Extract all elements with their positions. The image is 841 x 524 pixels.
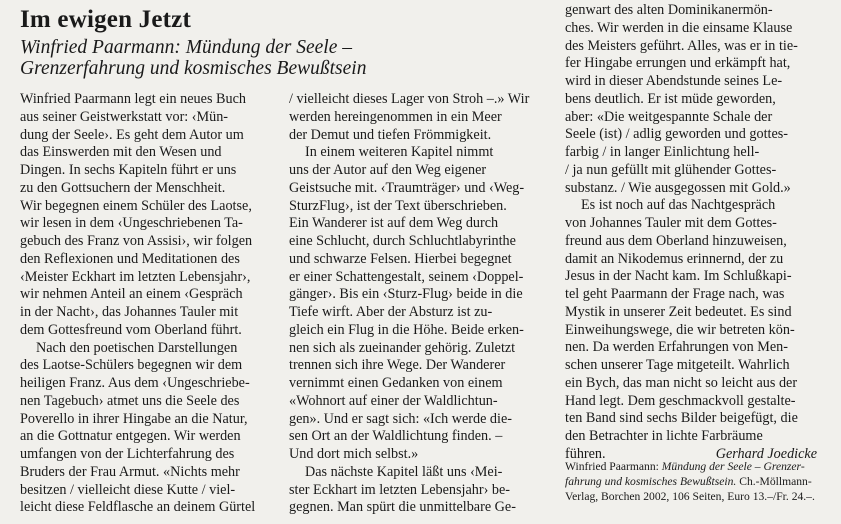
text-line: freund aus dem Oberland hinzuweisen, bbox=[565, 232, 787, 249]
text-line: wir lesen in dem ‹Ungeschriebenen Ta- bbox=[20, 215, 243, 232]
text-line: wir nehmen Anteil an einem ‹Gespräch bbox=[20, 286, 243, 303]
article-column-3 bbox=[565, 2, 827, 464]
text-line: in der Nacht›, das Johannes Tauler mit bbox=[20, 304, 239, 320]
subtitle-line: Grenzerfahrung und kosmisches Bewußtsein bbox=[20, 58, 367, 79]
text-line: Nach den poetischen Darstellungen bbox=[36, 339, 238, 356]
text-line: nen. Da werden Erfahrungen von Men- bbox=[565, 339, 788, 356]
text-line: bens deutlich. Er ist müde geworden, bbox=[565, 90, 776, 107]
text-line: uns der Autor auf den Weg eigener bbox=[289, 162, 487, 178]
text-line: gänger›. Bis ein ‹Sturz-Flug› beide in die bbox=[289, 286, 523, 303]
article-column-2 bbox=[289, 91, 546, 517]
text-line: aus seiner Geistwerkstatt vor: ‹Mün- bbox=[20, 108, 229, 125]
text-line: schen unserer Tage mitgeteilt. Wahrlich bbox=[565, 357, 790, 373]
text-line: tel geht Paarmann der Frage nach, was bbox=[565, 286, 785, 302]
text-line: / vielleicht dieses Lager von Stroh –.» Wir bbox=[289, 91, 530, 107]
text-line: zu den Gottsuchern der Menschheit. bbox=[20, 179, 226, 196]
paragraph bbox=[20, 340, 276, 518]
text-line: der Demut und tiefen Frömmigkeit. bbox=[289, 126, 492, 143]
text-line: nen sich als zueinander gehörig. Zuletzt bbox=[289, 339, 516, 356]
text-line: Jesus in der Nacht kam. Im Schlußkapi- bbox=[565, 268, 792, 285]
article-title: Im ewigen Jetzt bbox=[20, 6, 191, 33]
text-line: des Meisters geführt. Alles, was er in tie- bbox=[565, 37, 798, 54]
article-column-1 bbox=[20, 91, 276, 517]
text-line: den Betrachter in lichte Farbräume bbox=[565, 428, 763, 444]
text-line: ster Eckhart im letzten Lebensjahr› be- bbox=[289, 481, 510, 498]
text-line: Und dort mich selbst.» bbox=[289, 446, 419, 462]
biblio-line: Verlag, Borchen 2002, 106 Seiten, Euro 13.–/Fr. 24.–. bbox=[565, 490, 815, 503]
text-line: Winfried Paarmann legt ein neues Buch bbox=[20, 91, 246, 107]
text-line: wird in dieser Abendstunde seines Le- bbox=[565, 73, 783, 89]
text-line: Seele (ist) / adlig geworden und gottes- bbox=[565, 126, 789, 143]
text-line: dung der Seele›. Es geht dem Autor um bbox=[20, 126, 244, 143]
text-line: ten Band sind sechs Bilder beigefügt, die bbox=[565, 410, 798, 427]
text-line: gen». Und er sagt sich: «Ich werde die- bbox=[289, 410, 512, 427]
text-line: farbig / in langer Einlichtung hell- bbox=[565, 144, 760, 160]
biblio-publisher: Ch.-Möllmann- bbox=[736, 475, 812, 488]
text-line: gegnen. Man spürt die unmittelbare Ge- bbox=[289, 499, 516, 516]
text-line: aber: «Die weitgespannte Schale der bbox=[565, 108, 773, 125]
paragraph bbox=[289, 91, 546, 144]
text-line: Dingen. In sechs Kapiteln führt er uns bbox=[20, 162, 237, 178]
text-line: leicht diese Feldflasche an deinem Gürtel bbox=[20, 499, 256, 516]
bibliographic-note bbox=[565, 459, 827, 504]
text-line: ein Bych, das man nicht so leicht aus der bbox=[565, 374, 798, 391]
text-line: den Reflexionen und Meditationen des bbox=[20, 250, 240, 267]
text-line: umfangen von der Lichterfahrung des bbox=[20, 446, 235, 462]
subtitle-line: Winfried Paarmann: Mündung der Seele – bbox=[20, 37, 352, 58]
text-line: des Laotse-Schülers begegnen wir dem bbox=[20, 357, 243, 374]
text-line: das Einswerden mit den Wesen und bbox=[20, 144, 222, 161]
text-line: dem Gottesfreund vom Oberland führt. bbox=[20, 321, 242, 338]
text-line: vernimmt einen Gedanken von einem bbox=[289, 375, 503, 391]
text-line: nen Tagebuch› atmet uns die Seele des bbox=[20, 392, 240, 409]
text-line: Geistsuche mit. ‹Traumträger› und ‹Weg- bbox=[289, 179, 525, 196]
text-line: gleich ein Flug in die Höhe. Beide erken- bbox=[289, 321, 524, 338]
text-line: ches. Wir werden in die einsame Klause bbox=[565, 19, 793, 36]
text-line: Einweihungswege, die wir betreten kön- bbox=[565, 321, 795, 338]
text-line: Ein Wanderer ist auf dem Weg durch bbox=[289, 215, 499, 232]
text-line: Bruders der Frau Armut. «Nichts mehr bbox=[20, 463, 240, 480]
paragraph bbox=[289, 464, 546, 517]
text-line: heiligen Franz. Aus dem ‹Ungeschriebe- bbox=[20, 375, 250, 391]
text-line: Es ist noch auf das Nachtgespräch bbox=[581, 197, 776, 214]
paragraph bbox=[289, 144, 546, 464]
biblio-line bbox=[565, 459, 827, 474]
text-line: In einem weiteren Kapitel nimmt bbox=[305, 144, 494, 161]
text-line: genwart des alten Dominikanermön- bbox=[565, 2, 773, 18]
biblio-book-title: Mündung der Seele – Grenzer- bbox=[661, 460, 805, 473]
text-line: besitzen / vielleicht diese Kutte / viel- bbox=[20, 481, 236, 498]
biblio-author: Winfried Paarmann: bbox=[565, 460, 662, 473]
paragraph bbox=[565, 2, 827, 197]
text-line: und schwarze Felsen. Hierbei begegnet bbox=[289, 250, 512, 267]
text-line: ‹Meister Eckhart im letzten Lebensjahr›, bbox=[20, 268, 251, 285]
text-line: Poverello in ihrer Hingabe an die Natur, bbox=[20, 410, 248, 427]
author-signature: Gerhard Joedicke bbox=[715, 445, 817, 462]
text-line: / ja nun gefüllt mit glühender Gottes- bbox=[565, 161, 777, 178]
text-line: damit an Nikodemus erinnernd, der zu bbox=[565, 250, 784, 267]
text-line: Tiefe wirft. Aber der Absturz ist zu- bbox=[289, 304, 493, 320]
text-line: werden hereingenommen in ein Meer bbox=[289, 108, 502, 125]
biblio-book-title-cont: fahrung und kosmisches Bewußtsein. bbox=[565, 475, 737, 488]
text-line: sen Ort an der Waldlichtung finden. – bbox=[289, 428, 503, 445]
text-line: er einer Schattengestalt, seinem ‹Doppel- bbox=[289, 268, 524, 285]
text-line: Mystik in unserer Zeit bedeutet. Es sind bbox=[565, 303, 792, 320]
text-line: an die Gottnatur entgegen. Wir werden bbox=[20, 428, 241, 445]
text-line: gebuch des Franz von Assisi›, wir folgen bbox=[20, 233, 253, 249]
article-subtitle bbox=[20, 37, 540, 79]
text-line: eine Schlucht, durch Schluchtlabyrinthe bbox=[289, 233, 516, 249]
text-line: Das nächste Kapitel läßt uns ‹Mei- bbox=[305, 463, 503, 480]
text-line: von Johannes Tauler mit dem Gottes- bbox=[565, 215, 777, 231]
text-line: substanz. / Wie ausgegossen mit Gold.» bbox=[565, 179, 791, 196]
text-line: trennen sich ihre Wege. Der Wanderer bbox=[289, 357, 506, 374]
text-line: «Wohnort auf einer der Waldlichtun- bbox=[289, 392, 498, 409]
paragraph bbox=[565, 197, 827, 463]
text-line: Hand legt. Dem geschmackvoll gestalte- bbox=[565, 392, 796, 409]
biblio-line bbox=[565, 474, 827, 489]
text-line: Wir begegnen einem Schüler des Laotse, bbox=[20, 197, 252, 214]
text-line: führen. bbox=[565, 445, 606, 462]
paragraph bbox=[20, 91, 276, 340]
text-line: SturzFlug›, ist der Text überschrieben. bbox=[289, 197, 507, 214]
text-line: fer Hingabe errungen und erkämpft hat, bbox=[565, 55, 791, 72]
